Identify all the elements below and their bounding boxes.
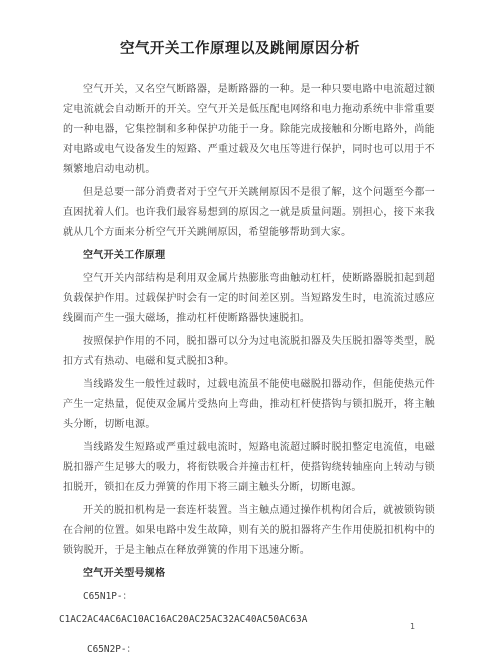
section-paragraph: 当线路发生一般性过载时，过载电流虽不能使电磁脱扣器动作，但能使热元件产生一定热量，促使双金属片受热向上弯曲，推动杠杆使搭钩与锁扣脱开，将主触头分断，切断电源。 <box>63 379 435 430</box>
model-label-c65n1p: C65N1P-： <box>83 591 132 602</box>
document-body <box>59 80 435 663</box>
section-paragraph: 按照保护作用的不同，脱扣器可以分为过电流脱扣器及失压脱扣器等类型，脱扣方式有热动、电磁和复式脱扣3种。 <box>63 336 435 367</box>
section-heading-model-specs: 空气开关型号规格 <box>83 568 166 579</box>
intro-paragraph: 但是总要一部分消费者对于空气开关跳闸原因不是很了解，这个问题至今都一直困扰着人们。也许我们最容易想到的原因之一就是质量问题。别担心，接下来我就从几个方面来分析空气开关跳闸原因，希望能够帮助到大家。 <box>63 187 435 238</box>
section-paragraph: 当线路发生短路或严重过载电流时，短路电流超过瞬时脱扣整定电流值，电磁脱扣器产生足够大的吸力，将衔铁吸合并撞击杠杆，使搭钩绕转轴座向上转动与锁扣脱开，锁扣在反力弹簧的作用下将三副主触头分断，切断电源。 <box>63 442 435 493</box>
section-heading-working-principle: 空气开关工作原理 <box>83 250 166 261</box>
document-title: 空气开关工作原理以及跳闸原因分析 <box>120 40 360 57</box>
model-values-c65n1p: C1AC2AC4AC6AC10AC16AC20AC25AC32AC40AC50AC63A <box>59 614 308 625</box>
section-paragraph: 开关的脱扣机构是一套连杆装置。当主触点通过操作机构闭合后，就被锁钩锁在合闸的位置。如果电路中发生故障，则有关的脱扣器将产生作用使脱扣机构中的锁钩脱开，于是主触点在释放弹簧的作用下迅速分断。 <box>63 505 435 556</box>
model-label-c65n2p: C65N2P-： <box>87 644 136 655</box>
page-number: 1 <box>410 622 416 631</box>
intro-paragraph: 空气开关，又名空气断路器，是断路器的一种。是一种只要电路中电流超过额定电流就会自动断开的开关。空气开关是低压配电网络和电力拖动系统中非常重要的一种电器，它集控制和多种保护功能于一身。除能完成接触和分断电路外，尚能对电路或电气设备发生的短路、严重过载及欠电压等进行保护，同时也可以用于不频繁地启动电动机。 <box>63 84 435 175</box>
section-paragraph: 空气开关内部结构是利用双金属片热膨胀弯曲触动杠杆，使断路器脱扣起到超负载保护作用。过载保护时会有一定的时间差区别。当短路发生时，电流流过感应线圈而产生一强大磁场，推动杠杆使断路器快速脱扣。 <box>63 273 435 324</box>
